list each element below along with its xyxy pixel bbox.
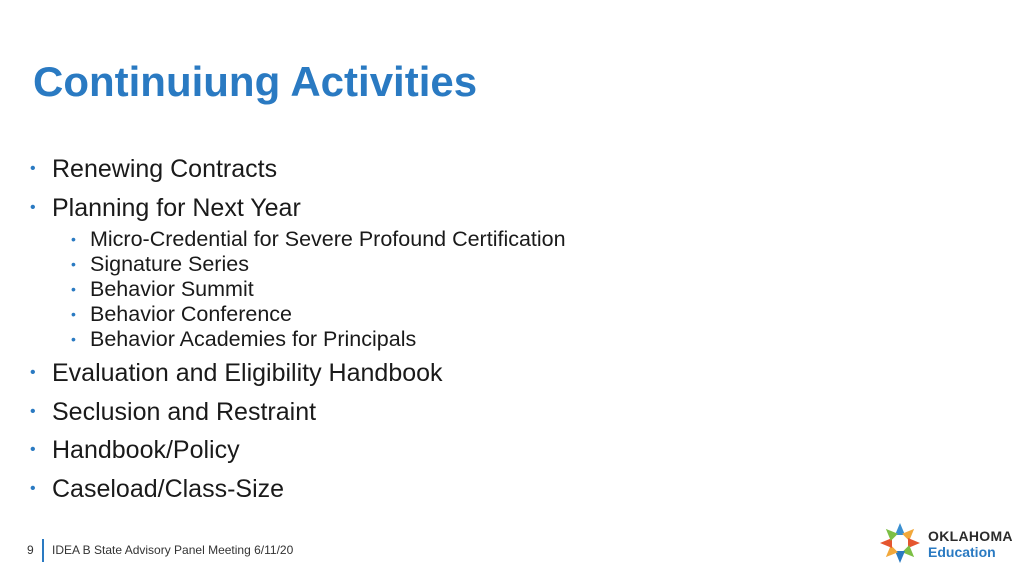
bullet-text: Evaluation and Eligibility Handbook [52,359,443,387]
bullet-text: Planning for Next Year [52,193,301,222]
footer-divider [42,539,44,562]
bullet-dot-icon: • [30,198,36,216]
sub-bullet-text: Behavior Summit [90,277,254,301]
bullet-dot-icon: • [30,160,36,177]
oklahoma-star-logo-icon [878,521,922,565]
sub-bullet-item [30,252,990,277]
bullet-dot-icon: • [30,402,36,420]
bullet-item [30,431,990,470]
bullet-list [30,150,990,508]
bullet-item [30,354,990,393]
page-number: 9 [27,543,34,557]
footer-text: IDEA B State Advisory Panel Meeting 6/11/20 [52,543,294,557]
sub-bullet-item [30,277,990,302]
bullet-dot-icon: • [71,331,76,347]
bullet-item [30,393,990,432]
bullet-item [30,189,990,228]
bullet-text: Renewing Contracts [52,155,278,183]
bullet-dot-icon: • [71,306,76,322]
bullet-text: Caseload/Class-Size [52,474,285,503]
sub-bullet-text: Behavior Academies for Principals [90,327,417,351]
sub-bullet-item [30,302,990,327]
sub-bullet-text: Signature Series [90,252,249,276]
sub-bullet-item [30,227,990,252]
bullet-item [30,470,990,509]
bullet-dot-icon: • [30,441,36,458]
bullet-item [30,150,990,189]
sub-bullet-text: Micro-Credential for Severe Profound Certification [90,227,566,251]
bullet-dot-icon: • [71,231,76,247]
sub-bullet-item [30,327,990,352]
bullet-text: Handbook/Policy [52,436,240,464]
bullet-dot-icon: • [30,479,36,497]
logo-text-education: Education [928,544,996,560]
bullet-dot-icon: • [30,364,36,381]
oklahoma-education-logo [878,521,1018,567]
logo-text-oklahoma: OKLAHOMA [928,528,1013,544]
sub-bullet-list [30,227,990,352]
bullet-dot-icon: • [71,256,76,272]
bullet-text: Seclusion and Restraint [52,397,317,426]
sub-bullet-text: Behavior Conference [90,302,292,326]
bullet-dot-icon: • [71,281,76,297]
slide-title: Continuiung Activities [33,58,478,105]
